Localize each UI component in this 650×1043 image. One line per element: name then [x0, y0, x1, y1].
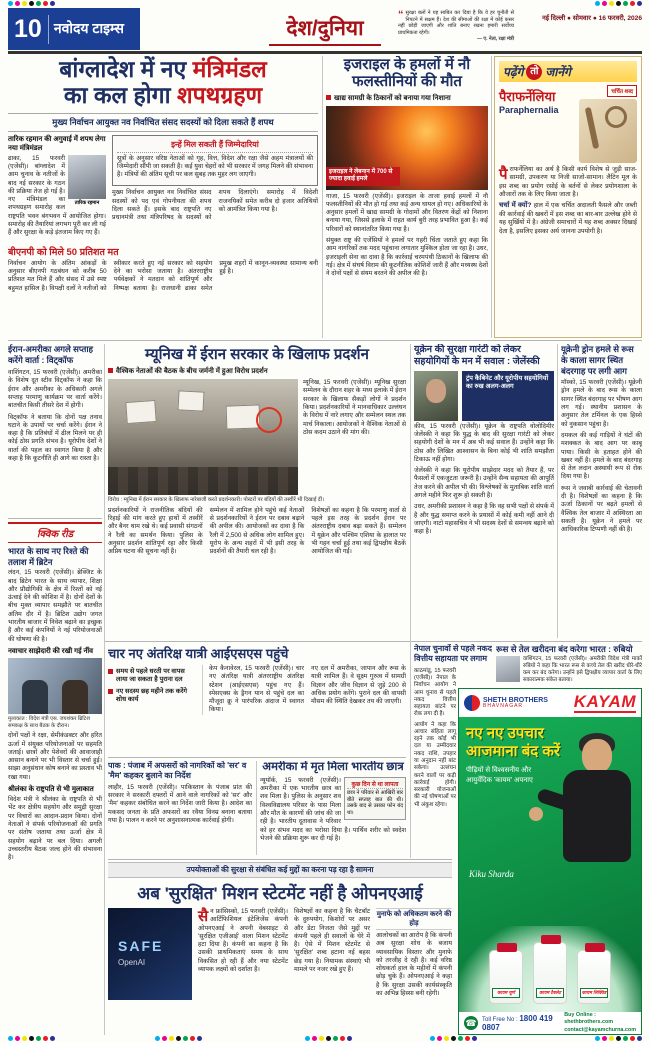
bottle-cap — [541, 935, 561, 944]
photo-caption: तारिक रहमान — [74, 199, 100, 206]
word-english: Paraphernalia — [499, 105, 559, 115]
body-paragraph — [499, 202, 637, 236]
jaishankar-meeting-photo — [8, 658, 102, 714]
article-iran-us-talks — [8, 344, 102, 516]
photo-caption: विरोध : म्यूनिख में ईरान सरकार के खिलाफ नारेबाजी करते प्रदर्शनकारी। पोस्टरों पर बंदियों की तस्वीरें भी दिखाई दीं। — [108, 497, 324, 504]
body-paragraph: विदेश मंत्री ने श्रीलंका के राष्ट्रपति से भी भेंट कर क्षेत्रीय सहयोग और समुद्री सुरक्षा पर विचारों का आदान-प्रदान किया। दोनों नेताओं ने संपर्क परियोजनाओं की प्रगति पर संतोष जताया तथा ऊर्जा क्षेत्र में सहयोग बढ़ाने पर बल दिया। अगली उच्चस्तरीय बैठक जल्द होने की संभावना है। — [8, 796, 102, 862]
column-rule — [322, 56, 323, 338]
body-paragraph: दोनों पक्षों ने रक्षा, सेमीकंडक्टर और हरित ऊर्जा में संयुक्त परियोजनाओं पर सहमति जताई। छात्रों और पेशेवरों की आवाजाही आसान बनाने पर भी विस्तार से चर्चा हुई। साझा अनुसंधान कोष बनाने का प्रस्ताव भी रखा गया। — [8, 732, 102, 781]
paragraph-text: राफर्नेलिया का अर्थ है किसी कार्य विशेष से जुड़ी साज-सामग्री, उपकरण या निजी साजो-सामान। लैटिन मूल के इस शब्द का प्रयोग रसोई के बर्तनों से लेकर प्रयोगशाला के औजारों तक के लिए किया जाता है। — [499, 166, 637, 198]
body-column — [376, 908, 452, 1001]
image-text: SAFE — [118, 938, 164, 954]
body-paragraph: जेलेंस्की ने कहा कि यूरोपीय साझेदार मदद को तैयार हैं, पर फैसलों में एकजुटता जरूरी है। उन्होंने सैन्य सहायता की आपूर्ति तेज करने की अपील भी की। विश्लेषकों के मुताबिक शांति वार्ता अगले महीने फिर शुरू हो सकती है। — [414, 467, 554, 500]
placard — [125, 400, 156, 424]
headline: म्यूनिख में ईरान सरकार के खिलाफ प्रदर्शन — [145, 346, 369, 363]
article-columns — [8, 135, 318, 241]
sheth-logo-icon — [464, 695, 480, 711]
article-bangladesh-cabinet — [8, 56, 318, 338]
body-column — [294, 908, 370, 1001]
paragraph-text: हाल में एक चर्चित अदालती फैसले और जब्ती की कार्रवाई की खबरों में इस शब्द का बार-बार उल्लेख होने से यह सुर्खियों में है। अंग्रेजी समाचारों में यह शब्द अक्सर दिखाई देता है, इसलिए इसका अर्थ जानना उपयोगी है। — [499, 202, 637, 235]
headline: ईरान-अमरीका अगले सप्ताह करेंगे वार्ता : विट्कॉफ — [8, 344, 94, 366]
word-of-the-day-box — [494, 56, 642, 338]
sheth-name: SHETH BROTHERS — [483, 696, 548, 704]
page-header — [0, 6, 650, 50]
divider — [108, 757, 406, 758]
header-quote — [398, 10, 514, 43]
body-paragraph: सम्मेलन में शामिल होने पहुंचे कई नेताओं से प्रदर्शनकारियों ने ईरान पर दबाव बढ़ाने की अपील की। आयोजकों का दावा है कि रैली में 2,500 से अधिक लोग शामिल हुए। यूरोप के अन्य शहरों में भी इसी तरह के प्रदर्शनों की तैयारी चल रही है। — [209, 506, 305, 556]
bullet-point — [108, 688, 198, 705]
divider — [108, 859, 452, 860]
bullet-text: खाद्य सामग्री के ठिकानों को बनाया गया निशाना — [334, 94, 451, 102]
product-label: कायम चूर्ण — [492, 988, 520, 998]
body-paragraph: वाशिंगटन, 15 फरवरी (एजेंसी)। अमरीका के विशेष दूत स्टीव विट्कॉफ ने कहा कि ईरान और अमरीका के अधिकारी अगले सप्ताह परमाणु कार्यक्रम पर वार्ता करेंगे। बातचीत किसी तीसरे देश में होगी। — [8, 369, 102, 410]
sheth-logo-text — [483, 697, 548, 710]
why-label: चर्चा में क्यों? — [499, 202, 532, 210]
ad-headline-line: नए नए उपचार — [466, 725, 544, 742]
body-paragraph: कीव, 15 फरवरी (एजेंसी)। यूक्रेन के राष्ट्रपति वोलोदिमीर जेलेंस्की ने कहा कि युद्ध के बाद की सुरक्षा गारंटी को लेकर सहयोगी देशों के मन में अब भी कई सवाल हैं। उन्होंने कहा कि ठोस और लिखित आश्वासन के बिना कोई भी शांति समझौता टिकाऊ नहीं होगा। — [414, 422, 554, 463]
sub-headline: बीएनपी को मिले 50 प्रतिशत मत — [8, 246, 119, 258]
product-shelf — [459, 926, 641, 1012]
toll-free-number: 1800 419 0807 — [482, 1014, 553, 1032]
tarique-rahman-photo — [68, 155, 106, 199]
body-paragraph: विशेषज्ञों का कहना है कि परमाणु वार्ता से पहले इस तरह के प्रदर्शन ईरान पर अंतरराष्ट्रीय दबाव बढ़ा सकते हैं। सम्मेलन में यूक्रेन और पश्चिम एशिया के हालात पर भी गहन चर्चा हुई तथा कई द्विपक्षीय बैठकें आयोजित की गईं। — [311, 506, 406, 556]
article-iss-astronauts — [108, 644, 406, 754]
zelensky-photo — [414, 371, 458, 421]
box-title: इन्हें मिल सकती हैं जिम्मेदारियां — [117, 139, 313, 153]
kayam-advertisement — [458, 688, 642, 1035]
dropcap: सै — [198, 908, 209, 925]
bullet-point — [326, 94, 488, 103]
column-rule — [104, 344, 105, 1035]
headline — [8, 57, 318, 109]
article-israel-strikes — [326, 56, 488, 338]
left-column — [8, 135, 106, 241]
column-rule — [557, 344, 558, 638]
article-pak-punjab-directive — [108, 761, 252, 855]
contact-email: contact@kayamchurna.com — [564, 1026, 636, 1033]
phone-icon: ☎ — [465, 1018, 477, 1028]
product-bottle — [489, 950, 523, 1004]
bullet-text: वैश्विक नेताओं की बैठक के बीच जर्मनी में हुआ विरोध प्रदर्शन — [116, 368, 268, 375]
article-columns — [108, 665, 406, 715]
ad-footer — [459, 1012, 641, 1034]
word-header — [499, 85, 637, 163]
masthead — [8, 8, 140, 50]
banner-circle: तो — [526, 64, 542, 80]
headline: चार नए अंतरिक्ष यात्री आईएसएस पहुंचे — [108, 646, 289, 661]
divider — [8, 340, 642, 341]
headline: नेपाल चुनावों से पहले नकद वित्तीय सहायता पर लगाम — [414, 644, 492, 664]
headline-part: शपथग्रहण — [176, 81, 263, 108]
dateline: नई दिल्ली ● सोमवार ● 16 फरवरी, 2026 — [542, 15, 642, 22]
registration-marks — [305, 1036, 352, 1041]
dropcap: पै — [499, 166, 508, 183]
bottle-cap — [585, 943, 605, 952]
body-paragraph: लंदन, 15 फरवरी (एजेंसी)। ब्रेक्जिट के बाद ब्रिटेन भारत के साथ व्यापार, शिक्षा और प्रौद्योगिकी के क्षेत्र में रिश्तों को नई ऊंचाई देने की कोशिश में है। दोनों देशों के बीच मुक्त व्यापार समझौते पर बातचीत अंतिम दौर में है। ब्रिटिश उद्योग जगत भारतीय बाजार में निवेश बढ़ाने का इच्छुक है और कई कंपनियों ने नई परियोजनाओं की घोषणा की है। — [8, 569, 102, 643]
kayam-logo: KAYAM — [573, 692, 636, 712]
figure — [68, 155, 106, 206]
headline-part: बांग्लादेश में नए — [59, 56, 193, 82]
bullet-icon — [108, 368, 113, 373]
media-row — [414, 371, 554, 421]
utensils-photo — [579, 99, 637, 163]
photo-caption: मुलाकात : विदेश मंत्री एस. जयशंकर ब्रिटिश समकक्ष के साथ बैठक के दौरान। — [8, 716, 90, 729]
headline: इजराइल के हमलों में नौ फलस्तीनियों की मौत — [343, 56, 471, 91]
body-columns — [108, 507, 406, 560]
headline-part: का कल होगा — [63, 81, 177, 108]
body-paragraph: रूस ने जवाबी कार्रवाई की चेतावनी दी है। विशेषज्ञों का कहना है कि ऊर्जा ठिकानों पर बढ़ते हमलों से वैश्विक तेल बाजार में अस्थिरता आ सकती है। यूक्रेन ने हमले पर आधिकारिक टिप्पणी नहीं की है। — [561, 484, 642, 534]
product-bottle — [533, 942, 567, 1004]
body-paragraph: आलोचकों का आरोप है कि कंपनी अब सुरक्षा शोध के बजाय व्यावसायिक विस्तार और मुनाफे को तरजीह दे रही है। कई वरिष्ठ शोधकर्ता हाल के महीनों में कंपनी छोड़ चुके हैं। ओपनएआई ने कहा है कि सुरक्षा उसकी कार्यसंस्कृति का अभिन्न हिस्सा बनी रहेगी। — [376, 932, 452, 998]
body-paragraph: न्यूयॉर्क, 15 फरवरी (एजेंसी)। अमरीका में एक भारतीय छात्र का शव मिला है। पुलिस के अनुसार शव विश्वविद्यालय परिसर के पास मिला और मौत के कारणों की जांच की जा रही है। भारतीय दूतावास ने परिवार को हर संभव मदद का भरोसा दिया है। पार्थिव शरीर को स्वदेश भेजने की प्रक्रिया शुरू कर दी गई है। — [260, 776, 406, 842]
ad-headline — [459, 717, 561, 761]
feature-tag: चर्चित शब्द — [607, 85, 637, 97]
registration-marks — [8, 1036, 55, 1041]
narrow-column — [414, 668, 456, 809]
body-paragraph: काठमांडू, 15 फरवरी (एजेंसी)। नेपाल के निर्वाचन आयोग ने आम चुनाव से पहले नकद वित्तीय सहायता बांटने पर रोक लगा दी है। — [414, 667, 456, 718]
banner-part: पढ़ेंगे — [503, 65, 524, 79]
quote-text: सुरक्षा बलों ने यह साबित कर दिया है कि वे हर चुनौती से निपटने में सक्षम हैं। देश की सीमाओं की रक्षा में कोई कसर नहीं छोड़ी जाएगी और शांति बनाए रखना हमारी सर्वोच्च प्राथमिकता रहेगी। — [398, 10, 514, 36]
body-paragraph: नए दल में अमरीका, जापान और रूस के यात्री शामिल हैं। वे सूक्ष्म गुरुत्व में सामग्री विज्ञान और जीव विज्ञान से जुड़े 200 से अधिक प्रयोग करेंगे। पुराने दल की वापसी मौसम की स्थिति देखकर तय की जाएगी। — [311, 665, 406, 706]
body-paragraph: वाशिंगटन, 15 फरवरी (एजेंसी)। अमरीकी विदेश मंत्री मार्को रुबियो ने कहा कि भारत रूस से कच्चे तेल की खरीद धीरे-धीरे कम कर बंद करेगा। उन्होंने इसे द्विपक्षीय व्यापार वार्ता के लिए सकारात्मक संकेत बताया। — [523, 656, 642, 684]
standfirst: मुख्य निर्वाचन आयुक्त नव निर्वाचित संसद सदस्यों को दिला सकते हैं शपथ — [8, 113, 318, 132]
sub-headline: मुनाफे को अधिकतम करने की होड़ — [376, 908, 452, 930]
ad-header — [459, 689, 641, 717]
missing-info-box — [344, 777, 406, 820]
munich-protest-photo — [108, 379, 298, 495]
sub-lead: तारिक रहमान की अगुवाई में शपथ लेगा नया मंत्रिमंडल — [8, 135, 106, 152]
word-hindi: पैराफर्नेलिया — [499, 89, 556, 104]
article-columns — [108, 908, 452, 1001]
body-paragraph: उधर, अमरीकी प्रशासन ने कहा है कि वह सभी पक्षों से संपर्क में है और युद्ध समाप्त करने के प्रयासों में कोई कमी नहीं आने दी जाएगी। नाटो महासचिव ने भी सदस्य देशों से समन्वय बढ़ाने को कहा है। — [414, 503, 554, 536]
image-text: OpenAI — [118, 958, 146, 967]
media-row — [496, 656, 642, 686]
endorser-signature: Kiku Sharda — [469, 869, 514, 879]
ad-headline-line: आजमाना बंद करें — [466, 743, 561, 760]
toll-free-label: Toll Free No : — [482, 1017, 518, 1023]
divider — [8, 518, 102, 519]
page-number: 10 — [8, 15, 49, 44]
rubio-photo — [496, 656, 520, 682]
body-paragraph: लाहौर, 15 फरवरी (एजेंसी)। पाकिस्तान के पंजाब प्रांत की सरकार ने सरकारी दफ्तरों में आने वाले नागरिकों को 'सर' और 'मैम' कहकर संबोधित करने का निर्देश जारी किया है। आदेश का मकसद जनता के प्रति अफसरों का रवैया विनम्र बनाना बताया गया है। पालन न करने पर अनुशासनात्मक कार्रवाई होगी। — [108, 783, 252, 824]
body-paragraph: केप कैनावेरल, 15 फरवरी (एजेंसी)। चार नए अंतरिक्ष यात्री अंतरराष्ट्रीय अंतरिक्ष स्टेशन (आईएसएस) पहुंच गए हैं। स्पेसएक्स के ड्रैगन यान से पहुंचे दल का मौजूदा क्रू ने पारंपरिक अंदाज में स्वागत किया। — [209, 665, 304, 714]
banner-part: जानेंगे — [545, 65, 571, 79]
toll-free — [482, 1014, 560, 1032]
sub-headline: नवाचार साझेदारी की रखी गई नींव — [8, 647, 94, 655]
masthead-title: नवोदय टाइम्स — [53, 20, 125, 37]
bullet-icon — [326, 95, 331, 100]
bullet-icon — [108, 669, 113, 674]
registration-marks — [430, 1036, 477, 1041]
headline: यूक्रेन की सुरक्षा गारंटी को लेकर सहयोगियों के मन में सवाल : जेलेंस्की — [414, 344, 540, 368]
body-paragraph: सूत्रों के अनुसार वरिष्ठ नेताओं को गृह, वित्त, विदेश और रक्षा जैसे अहम मंत्रालयों की जिम्मेदारी सौंपी जा सकती है। कई युवा चेहरों को भी सरकार में जगह मिलने की संभावना है। मंत्रियों की अंतिम सूची पर कल सुबह तक मुहर लग जाएगी। — [117, 154, 313, 179]
bullet-list — [108, 665, 203, 715]
photo-overlay-text: इजराइल ने लेबनान में 700 से ज्यादा हवाई हमले — [326, 167, 400, 186]
article-indian-student — [260, 761, 406, 855]
body-paragraph: निर्वाचन आयोग के अंतिम आंकड़ों के अनुसार बीएनपी गठबंधन को करीब 50 प्रतिशत मत मिले हैं और संसद में उसे स्पष्ट बहुमत हासिल है। विपक्षी दलों ने नतीजों को स्वीकार करते हुए नई सरकार को सहयोग देने का भरोसा जताया है। अंतरराष्ट्रीय पर्यवेक्षकों ने मतदान को शांतिपूर्ण और निष्पक्ष बताया है। राजधानी ढाका समेत प्रमुख शहरों में कानून-व्यवस्था सामान्य बनी हुई है। — [8, 259, 318, 292]
bullet-text: नए सदस्य छह महीने तक करेंगे शोध कार्य — [116, 687, 188, 704]
word-media — [579, 85, 637, 163]
paragraph-text: न फ्रांसिस्को, 15 फरवरी (एजेंसी)। आर्टिफिशियल इंटेलिजेंस कंपनी ओपनएआई ने अपनी वेबसाइट से 'सुरक्षित एजीआई' वाला मिशन स्टेटमेंट हटा दिया है। कंपनी का कहना है कि उसकी प्राथमिकताएं समय के साथ विकसित हो रही हैं और नया स्टेटमेंट व्यापक लक्ष्यों को दर्शाता है। — [198, 908, 288, 974]
sheth-city: BHAVNAGAR — [483, 703, 524, 710]
body-paragraph: प्रदर्शनकारियों ने राजनीतिक बंदियों की रिहाई की मांग करते हुए हाथों में तस्वीरें और बैनर थाम रखे थे। कई प्रवासी संगठनों ने रैली का समर्थन किया। पुलिस के अनुसार प्रदर्शन शांतिपूर्ण रहा और किसी अप्रिय घटना की सूचना नहीं है। — [108, 506, 203, 556]
headline: रूस से तेल खरीदना बंद करेगा भारत : रुबियो — [496, 644, 633, 654]
section-title: देश/दुनिया — [225, 14, 425, 46]
bullet-point — [108, 668, 198, 685]
figure-body — [563, 770, 631, 862]
body-columns — [209, 665, 406, 715]
divider — [104, 641, 642, 642]
body-paragraph: मॉस्को, 15 फरवरी (एजेंसी)। यूक्रेनी ड्रोन हमले के बाद रूस के काला सागर स्थित बंदरगाह पर भीषण आग लग गई। स्थानीय प्रशासन के अनुसार तेल टर्मिनल के एक हिस्से को नुकसान पहुंचा है। — [561, 379, 642, 428]
body-paragraph: विट्कॉफ ने बताया कि दोनों पक्ष तनाव घटाने के उपायों पर चर्चा करेंगे। ईरान ने कहा है कि प्रतिबंधों में ढील मिलने पर ही कोई ठोस प्रगति संभव है। यूरोपीय देशों ने वार्ता की पहल का स्वागत किया है और कहा है कि कूटनीति ही आगे का रास्ता है। — [8, 413, 102, 463]
column-rule — [410, 344, 411, 858]
ad-subline: पीढ़ियों से विश्वसनीय और आयुर्वेदिक 'कायम' अपनाए — [466, 767, 533, 785]
sub-headline: श्रीलंका के राष्ट्रपति से भी मुलाकात — [8, 786, 94, 794]
right-column — [112, 135, 318, 241]
column-rule — [491, 56, 492, 338]
body-paragraph — [198, 908, 288, 998]
figure-hand — [529, 807, 543, 821]
buy-online-url: Buy Online : shethbrothers.com — [564, 1012, 614, 1026]
figure-head — [582, 739, 612, 773]
ad-body — [459, 717, 641, 1012]
section-label: क्विक रीड — [8, 522, 102, 543]
body-paragraph: ढाका, 15 फरवरी (एजेंसी)। बांग्लादेश में आम चुनाव के नतीजों के बाद नई सरकार के गठन की प्रक्रिया तेज हो गई है। नए मंत्रिमंडल का शपथग्रहण समारोह कल राष्ट्रपति भवन बंगभवन में आयोजित होगा। समारोह की तैयारियां लगभग पूरी कर ली गई हैं और सुरक्षा के कड़े इंतजाम किए गए हैं। — [8, 154, 106, 237]
registration-marks — [595, 1036, 642, 1041]
headline: अमरीका में मृत मिला भारतीय छात्र — [262, 761, 404, 773]
product-bottle — [577, 950, 611, 1004]
quote-icon: “ — [398, 9, 404, 21]
kicker: उपयोक्ताओं की सुरक्षा से संबंधित कई मुद्दों का करना पड़ रहा है सामना — [108, 862, 452, 878]
body-paragraph: गाजा, 15 फरवरी (एजेंसी)। इजराइल के ताजा हवाई हमलों में नौ फलस्तीनियों की मौत हो गई तथा कई अन्य घायल हो गए। अधिकारियों के अनुसार हमलों में खाद्य सामग्री के गोदामों और वितरण केंद्रों को निशाना बनाया गया, जिससे इलाके में राहत कार्य बुरी तरह प्रभावित हुआ है। कई परिवारों को स्थानांतरित किया गया है। — [326, 192, 488, 233]
photo-and-text — [108, 379, 406, 495]
openai-safe-image — [108, 908, 192, 1000]
body-paragraph: आयोग ने कहा कि आचार संहिता लागू रहने तक कोई भी दल या उम्मीदवार नकद राशि, उपहार या अनुदान नहीं बांट सकेगा। उल्लंघन करने वालों पर कड़ी कार्रवाई होगी। सरकारी योजनाओं की नई घोषणाओं पर भी अंकुश रहेगा। — [414, 721, 456, 808]
placard — [177, 390, 204, 411]
headline: भारत के साथ नए रिश्ते की तलाश में ब्रिटेन — [8, 546, 89, 567]
headline: पाक : पंजाब में अफसरों को नागरिकों को 'सर' व 'मैम' कहकर बुलाने का निर्देश — [108, 761, 247, 781]
box-title: कुछ दिन से था लापता — [347, 780, 403, 789]
article-munich-protest — [108, 344, 406, 638]
word-titles — [499, 85, 575, 163]
bullet-point — [108, 367, 406, 376]
registration-marks — [155, 1036, 202, 1041]
quote-attribution: — ए. नेता, रक्षा मंत्री — [477, 36, 514, 42]
bottle-cap — [497, 943, 517, 952]
body-paragraph: म्यूनिख, 15 फरवरी (एजेंसी)। म्यूनिख सुरक्षा सम्मेलन के दौरान शहर के मध्य इलाके में ईरान सरकार के खिलाफ सैकड़ों लोगों ने प्रदर्शन किया। प्रदर्शनकारियों ने मानवाधिकार उल्लंघन के विरोध में नारे लगाए और सम्मेलन स्थल तक मार्च निकाला। आयोजकों ने वैश्विक नेताओं से ठोस कदम उठाने की मांग की। — [303, 379, 406, 436]
body-paragraph — [499, 166, 637, 199]
responsibilities-box — [112, 135, 318, 187]
column-rule — [256, 761, 257, 855]
product-label: कायम टैबलेट — [536, 988, 564, 998]
article-blacksea-port-fire — [561, 344, 642, 638]
bullet-icon — [108, 689, 113, 694]
bullet-text: समय से पहले धरती पर वापस लाया जा सकता है पुराना दल — [116, 668, 185, 684]
article-rubio-oil — [496, 644, 642, 686]
body-paragraph: मुख्य निर्वाचन आयुक्त नव निर्वाचित संसद सदस्यों को पद एवं गोपनीयता की शपथ दिला सकते हैं। इसके बाद राष्ट्रपति नए प्रधानमंत्री तथा मंत्रिपरिषद के सदस्यों को शपथ दिलाएंगे। समारोह में विदेशी राजनयिकों समेत करीब दो हजार अतिथियों को आमंत्रित किया गया है। — [112, 189, 318, 222]
article-zelensky-guarantees — [414, 344, 554, 638]
headline: यूक्रेनी ड्रोन हमले से रूस के काला सागर स्थित बंदरगाह पर लगी आग — [561, 344, 634, 377]
headline-part: मंत्रिमंडल — [192, 56, 267, 82]
sheth-brothers-logo — [464, 695, 548, 711]
ad-contacts — [564, 1012, 636, 1034]
article-openai-mission — [108, 862, 452, 1035]
quick-read-column — [8, 522, 102, 1035]
headline: अब 'सुरक्षित' मिशन स्टेटमेंट नहीं है ओपनएआई — [137, 884, 423, 903]
header-rule — [8, 51, 642, 54]
annotation-circle — [256, 407, 282, 433]
product-label: कायम लिक्विड — [580, 988, 608, 998]
body-paragraph: संयुक्त राष्ट्र की एजेंसियों ने हमलों पर गहरी चिंता जताते हुए कहा कि आम नागरिकों तक मदद पहुंचाना लगातार मुश्किल होता जा रहा है। उधर, इजराइली सेना का दावा है कि कार्रवाई चरमपंथी ठिकानों के खिलाफ की गई। क्षेत्र में संघर्ष विराम की कूटनीतिक कोशिशें जारी हैं और मध्यस्थ देशों ने दोनों पक्षों से संयम बरतने की अपील की है। — [326, 237, 488, 278]
box-text: छात्र ने परिवार से आखिरी बार बीते सप्ताह बात की थी। उसके बाद से उसका फोन बंद था। — [347, 789, 403, 817]
body-paragraph: विशेषज्ञों का कहना है कि चैटबॉट के दुरुपयोग, किशोरों पर असर और डेटा निजता जैसे मुद्दों पर कंपनी पहले ही सवालों के घेरे में है। ऐसे में मिशन स्टेटमेंट से 'सुरक्षित' शब्द हटाना नई बहस छेड़ गया है। नियामक संस्थाएं भी मामले पर नजर रखे हुए हैं। — [294, 908, 370, 974]
gaza-strike-photo — [326, 106, 488, 190]
feature-banner — [499, 61, 637, 82]
body-paragraph: दमकल की कई गाड़ियों ने घंटों की मशक्कत के बाद आग पर काबू पाया। किसी के हताहत होने की खबर नहीं है। हमले के बाद बंदरगाह से तेल लदान अस्थायी रूप से रोक दिया गया है। — [561, 431, 642, 481]
endorser-photo — [553, 733, 641, 903]
pull-quote: ट्रंप कैबिनेट और यूरोपीय सहयोगियों का रुख अलग-अलग — [462, 371, 554, 421]
